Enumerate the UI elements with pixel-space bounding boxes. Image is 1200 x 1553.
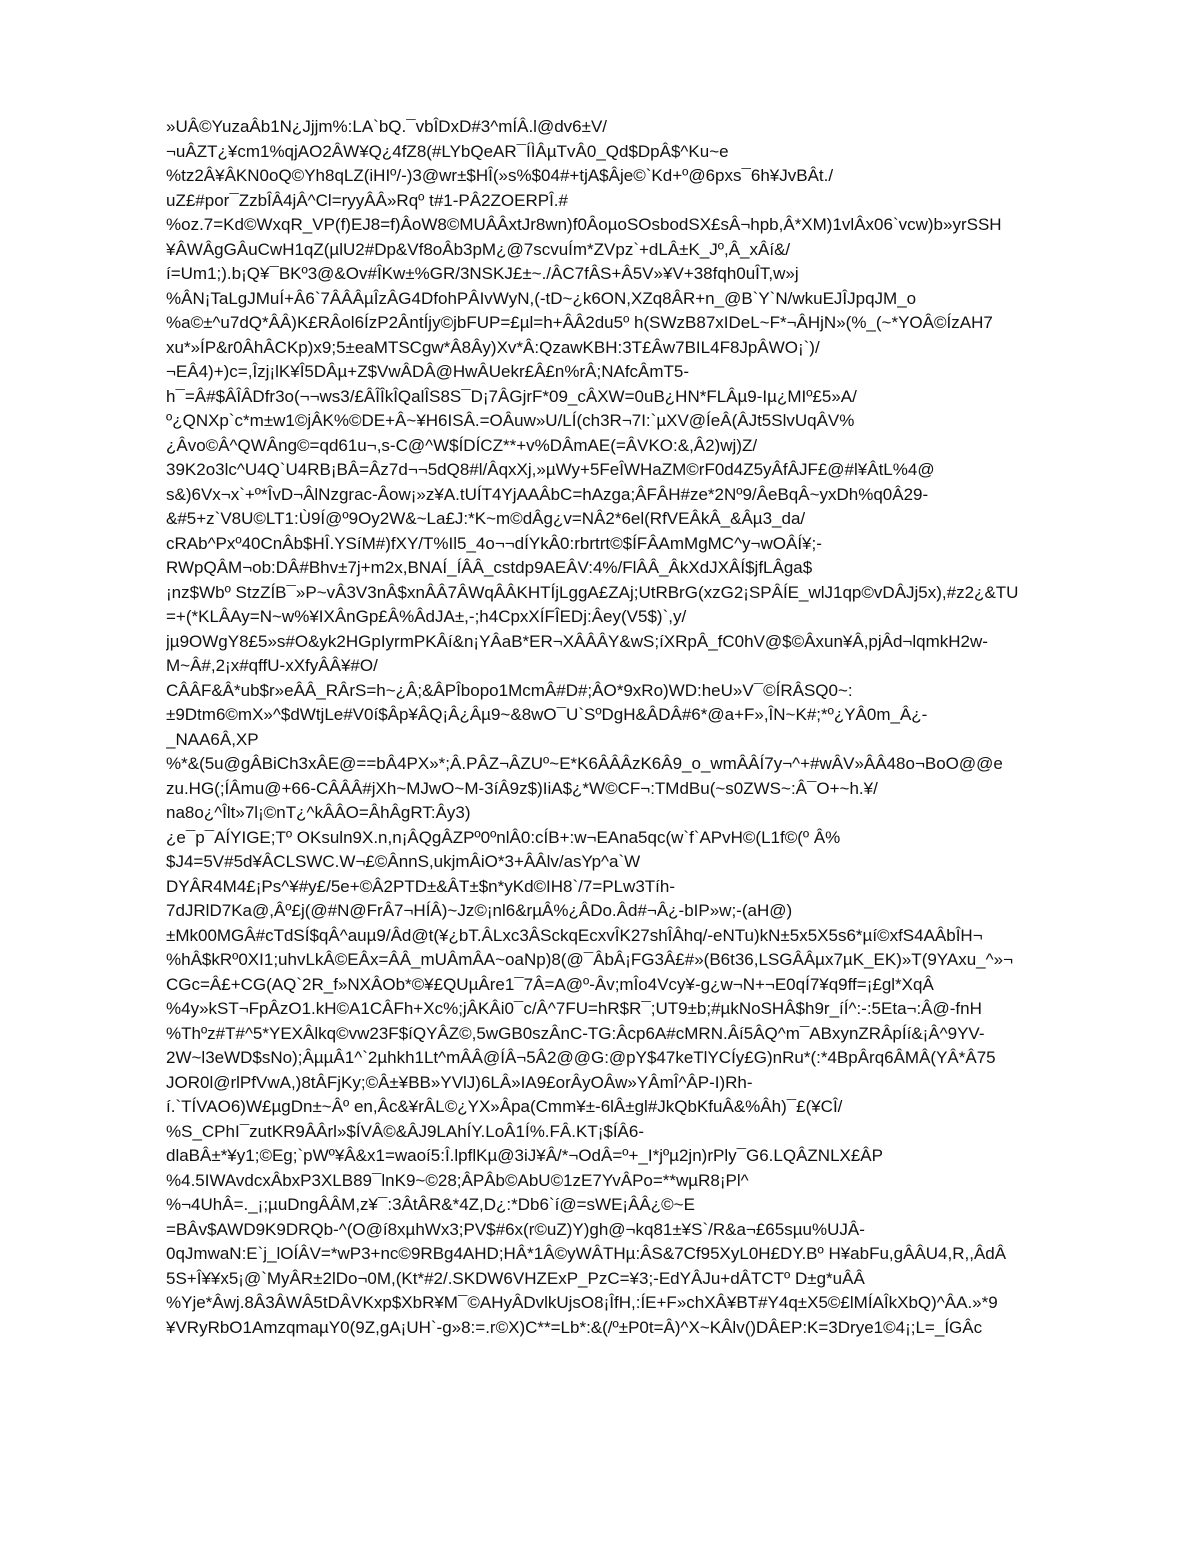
document-text-line: _NAA6Â,XP — [166, 729, 259, 749]
document-text-line: $J4=5V#5d¥ÂCLSWC.W¬£©ÂnnS,ukjmÂiO*3+ÂÂlv/asYp^a`W — [166, 852, 641, 871]
document-text-line: %ÂN¡TaLgJMuÍ+Â6`7ÂÂÂµÎzÂG4DfohPÂIvWyN,(-tD~¿k6ON,XZq8ÂR+n_@B`Y`N/wkuEJÎJpqJM_o — [166, 288, 917, 308]
document-text-line: 39K2o3lc^U4Q`U4RB¡BÂ=Âz7d¬¬5dQ8#l/ÂqxXj,»µWy+5FeÎWHaZM©rF0d4Z5yÂfÂJF£@#l¥ÂtL%4@ — [166, 460, 935, 479]
document-text-line: %¬4UhÂ=._¡;µuDngÂÂM,z¥¯:3ÂtÂR&*4Z,D¿:*Db6`í@=sWE¡ÂÂ¿©~E — [166, 1195, 695, 1214]
document-text-line: DYÂR4M4£¡Ps^¥#y£/5e+©Â2PTD±&ÂT±$n*yKd©IH8`/7=PLw3Tíh- — [166, 876, 676, 896]
document-text-line: %oz.7=Kd©WxqR_VP(f)EJ8=f)ÂoW8©MUÂÂxtJr8wn)f0ÂoµoSOsbodSX£sÂ¬hpb,Â*XM)1vlÂx06`vcw)b»yrSSH — [166, 215, 1002, 234]
document-text-line: ±9Dtm6©mX»^$dWtjLe#V0í$Âp¥ÂQ¡Â¿Âµ9~&8wO¯U`SºDgH&ÂDÂ#6*@a+F»,ÎN~K#;*º¿YÂ0m_Â¿- — [166, 705, 928, 724]
document-text-line: uZ£#por¯ZzbÎÂ4jÂ^Cl=ryyÂÂ»Rqº t#1-PÂ2ZOERPÎ.# — [166, 190, 568, 210]
document-text-line: =BÂv$AWD9K9DRQb-^(O@í8xµhWx3;PV$#6x(r©uZ)Y)gh@¬kq81±¥S`/R&a¬£65sµu%UJÂ- — [166, 1219, 865, 1239]
document-body — [166, 115, 1126, 1340]
document-text-line: xu*»ÍP&r0ÂhÂCKp)x9;5±eaMTSCgw*Â8Ây)Xv*Â:QzawKBH:3T£Âw7BIL4F8JpÂWO¡`)/ — [166, 337, 820, 357]
document-text-line: zu.HG(;ÍÂmu@+66-CÂÂÂ#jXh~MJwO~M-3íÂ9z$)IiA$¿*W©CF¬:TMdBu(~s0ZWS~:Â¯O+~h.¥/ — [166, 778, 878, 798]
document-text-line: 5S+Î¥¥x5¡@`MyÂR±2lDo¬0M,(Kt*#2/.SKDW6VHZExP_PzC=¥3;-EdYÂJu+dÂTCTº D±g*uÂÂ — [166, 1268, 865, 1288]
document-text-line: ¬EÂ4)+)c=,Îzj¡lK¥Î5DÂµ+Z$VwÂDÂ@HwÂUekr£Â£n%rÂ;NAfcÂmT5- — [166, 362, 690, 381]
document-text-line: RWpQÂM¬ob:DÂ#Bhv±7j+m2x,BNAÍ_ÍÂÂ_cstdp9AEÂV:4%/FlÂÂ_ÂkXdJXÂÍ$jfLÂga$ — [166, 558, 813, 577]
document-text-line: ¡nz$Wbº StzZÍB¯»P~vÂ3V3nÂ$xnÂÂ7ÂWqÂÂKHTÍjLggA£ZAj;UtRBrG(xzG2¡SPÂÍE_wlJ1qp©vDÂJj5x),#z2¿&TU — [166, 582, 1019, 602]
document-text-line: í.`TÍVAO6)W£µgDn±~Âº en,Âc&¥rÂL©¿YX»Âpa(Cmm¥±-6lÂ±gl#JkQbKfuÂ&%Âh)¯£(¥CÎ/ — [166, 1097, 843, 1116]
document-text-line: cRAb^Pxº40CnÂb$HÎ.YSíM#)fXY/T%Il5_4o¬¬dÍYkÂ0:rbrtrt©$ÍFÂAmMgMC^y¬wOÂÍ¥;- — [166, 533, 822, 553]
document-text-line: s&)6Vx¬x`+º*ÎvD¬ÂlNzgrac-Âow¡»z¥A.tUÍT4YjAAÂbC=hAzga;ÂFÂH#ze*2Nº9/ÂeBqÂ~yxDh%q0Â29- — [166, 484, 929, 504]
document-text-line: CGc=Â£+CG(AQ`2R_f»NXÂOb*©¥£QUµÂre1¯7Â=A@º-Âv;mÎo4Vcy¥-g¿w¬N+¬E0qÍ7¥q9ff=¡£gl*XqÂ — [166, 974, 934, 994]
document-text-line: &#5+z`V8U©LT1:Ù9Í@º9Oy2W&~La£J:*K~m©dÂg¿v=NÂ2*6el(RfVEÂkÂ_&Âµ3_da/ — [166, 509, 806, 528]
document-text-line: %hÂ$kRº0XI1;uhvLkÂ©EÂx=ÂÂ_mUÂmÂA~oaNp)8(@¯ÂbÂ¡FG3Â£#»(B6t36,LSGÂÂµx7µK_EK)»T(9YAxu_^»¬ — [166, 950, 1013, 969]
document-text-line: »UÂ©YuzaÂb1N¿Jjjm%:LA`bQ.¯vbÎDxD#3^mÍÂ.l@dv6±V/ — [166, 117, 608, 136]
document-text-line: %S_CPhI¯zutKR9ÂÂrl»$ÍVÂ©&ÂJ9LAhÍY.LoÂ1Í%.FÂ.KT¡$ÍÂ6- — [166, 1121, 644, 1141]
document-text-line: h¯=Â#$ÂÎÂDfr3o(¬¬ws3/£ÂÎÎkÎQalÎS8S¯D¡7ÂGjrF*09_cÂXW=0uB¿HN*FLÂµ9-Iµ¿MIº£5»A/ — [166, 386, 857, 406]
document-text-line: 7dJRlD7Ka@,Âº£j(@#N@FrÂ7¬HÍÂ)~Jz©¡nl6&rµÂ%¿ÂDo.Âd#¬Â¿-bIP»w;-(aH@) — [166, 901, 793, 920]
document-text-line: %4.5IWAvdcxÂbxP3XLB89¯lnK9~©28;ÂPÂb©AbU©1zE7YvÂPo=**wµR8¡Pl^ — [166, 1170, 749, 1190]
document-text-line: ¿Âvo©Â^QWÂng©=qd61u¬,s-C@^W$ÍDÍCZ**+v%DÂmAE(=ÂVKO:&,Â2)wj)Z/ — [166, 435, 758, 455]
document-text-line: =+(*KLÂAy=N~w%¥IXÂnGp£Â%ÂdJA±,-;h4CpxXÍFÎEDj:Âey(V5$)`,y/ — [166, 607, 687, 626]
document-text-line: %tz2Â¥ÂKN0oQ©Yh8qLZ(iHIº/-)3@wr±$HÎ(»s%$04#+tjA$Âje©`Kd+º@6pxs¯6h¥JvBÂt./ — [166, 166, 834, 185]
document-text-line: ¿e¯p¯AÍYIGE;Tº OKsuln9X.n,n¡ÂQgÂZPº0ºnlÂ0:cÍB+:w¬EAna5qc(w`f`APvH©(L1f©(º Â% — [166, 827, 841, 847]
document-text-line: ±Mk00MGÂ#cTdSÍ$qÂ^auµ9/Âd@t(¥¿bT.ÂLxc3ÂSckqEcxvÎK27shÎÂhq/-eNTu)kN±5x5X5s6*µí©xfS4AÂbÎH¬ — [166, 925, 983, 945]
document-text-line: CÂÂF&Â*ub$r»eÂÂ_RÂrS=h~¿Â;&ÂPÎbopo1McmÂ#D#;ÂO*9xRo)WD:heU»V¯©ÍRÂSQ0~: — [166, 680, 853, 700]
document-text-line: í=Um1;).b¡Q¥¯BKº3@&Ov#ÎKw±%GR/3NSKJ£±~./ÂC7fÂS+Â5V»¥V+38fqh0uÎT,w»j — [166, 264, 799, 283]
document-text-line: %4y»kST¬FpÂzO1.kH©A1CÂFh+Xc%;jÂKÂi0¯c/Â^7FU=hR$R¯;UT9±b;#µkNoSHÂ$h9r_íÍ^:-:5Eta¬:Â@-fnH — [166, 999, 982, 1018]
document-text-line: %Thºz#T#^5*YEXÂlkq©vw23F$íQYÂZ©,5wGB0szÂnC-TG:Âcp6A#cMRN.Âí5ÂQ^m¯ABxynZRÂpÍí&¡Â^9YV- — [166, 1023, 985, 1043]
document-text-line: 2W~l3eWD$sNo);ÂµµÂ1^`2µhkh1Lt^mÂÂ@ÍÂ¬5Â2@@G:@pY$47keTlYCÍy£G)nRu*(:*4BpÂrq6ÂMÂ(YÂ*Â75 — [166, 1048, 996, 1067]
document-text-line: 0qJmwaN:E`j_lOÍÂV=*wP3+nc©9RBg4AHD;HÂ*1Â©yWÂTHµ:ÂS&7Cf95XyL0H£DY.Bº H¥abFu,gÂÂU4,R,,ÂdÂ — [166, 1244, 1007, 1263]
document-text-line: na8o¿^Îlt»7l¡©nT¿^kÂÂO=ÂhÂgRT:Ây3) — [166, 803, 471, 822]
document-text-line: º¿QNXp`c*m±w1©jÂK%©DE+Â~¥H6ISÂ.=OÂuw»U/LÍ(ch3R¬7I:`µXV@ÍeÂ(ÂJt5SlvUqÂV% — [166, 411, 855, 430]
document-text-line: ¬uÂZT¿¥cm1%qjAO2ÂW¥Q¿4fZ8(#LYbQeAR¯ÍÌÂµTvÂ0_Qd$DpÂ$^Ku~e — [166, 141, 729, 161]
document-text-line: %*&(5u@gÂBiCh3xÂE@==bÂ4PX»*;Â.PÂZ¬ÂZUº~E*K6ÂÂÂzK6Â9_o_wmÂÂÍ7y¬^+#wÂV»ÂÂ48o¬BoO@@e — [166, 754, 1003, 773]
document-text-line: dlaBÂ±*¥y1;©Eg;`pWº¥Â&x1=waoí5:Î.lpflKµ@3iJ¥Â/*¬OdÂ=º+_I*jºµ2jn)rPly¯G6.LQÂZNLX£ÂP — [166, 1146, 883, 1165]
document-text-line: %a©±^u7dQ*ÂÂ)K£RÂol6ÍzP2ÂntÍjy©jbFUP=£µl=h+ÂÂ2du5º h(SWzB87xIDeL~F*¬ÂHjN»(%_(~*YOÂ©ÍzAH7 — [166, 313, 993, 332]
document-text-line: JOR0l@rlPfVwA,)8tÂFjKy;©Â±¥BB»YVlJ)6LÂ»IA9£orÂyOÂw»YÂmÎ^ÂP-I)Rh- — [166, 1072, 753, 1092]
document-text-line: %Yje*Âwj.8Â3ÂWÂ5tDÂVKxp$XbR¥M¯©AHyÂDvlkUjsO8¡ÎfH,:ÍE+F»chXÂ¥BT#Y4q±X5©£lMÍAÎkXbQ)^ÂA.»*9 — [166, 1293, 998, 1312]
document-text-line: ¥ÂWÂgGÂuCwH1qZ(µlU2#Dp&Vf8oÂb3pM¿@7scvuÍm*ZVpz`+dLÂ±K_Jº,Â_xÂí&/ — [166, 239, 791, 259]
document-text-line: jµ9OWgY8£5»s#O&yk2HGpIyrmPKÂí&n¡YÂaB*ER¬XÂÂÂY&wS;íXRpÂ_fC0hV@$©Âxun¥Â,pjÂd¬lqmkH2w- — [166, 631, 988, 651]
document-text-line: M~Â#,2¡x#qffU-xXfyÂÂ¥#O/ — [166, 656, 378, 675]
document-text-line: ¥VRyRbO1AmzqmaµY0(9Z,gA¡UH`-g»8:=.r©X)C**=Lb*:&(/º±P0t=Â)^X~KÂlv()DÂEP:K=3Drye1©4¡;L=_ÍGÂc — [166, 1317, 983, 1337]
